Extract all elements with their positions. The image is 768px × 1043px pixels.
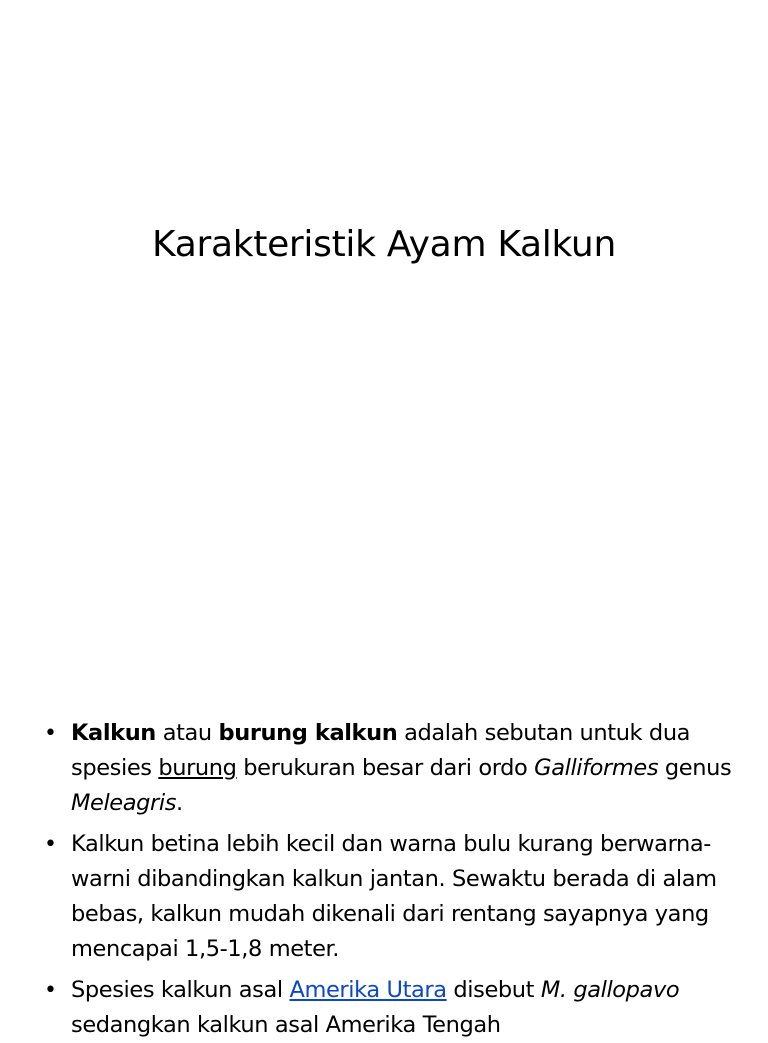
term-burung-kalkun: burung kalkun [218,720,398,746]
bullet-item-3 [0,973,768,1043]
text-segment: atau [155,720,219,746]
bullet-item-1 [0,716,768,821]
text-segment: disebut [446,977,541,1003]
text-segment: genus [658,755,732,781]
text-segment: Spesies kalkun asal [71,977,290,1003]
slide-title: Karakteristik Ayam Kalkun [152,224,616,265]
bullet-item-2 [0,827,768,967]
text-segment: . [176,790,183,816]
bullet-dot-icon: • [44,978,57,1003]
ordo-galliformes: Galliformes [534,755,659,781]
text-segment: sedangkan kalkun asal Amerika Tengah [71,1012,501,1038]
bullet-dot-icon: • [44,721,57,746]
term-kalkun: Kalkun [71,720,156,746]
text-segment: Kalkun betina lebih kecil dan warna bulu kurang berwarna-warni dibandingkan kalkun jantan. Sewaktu berada di alam bebas, kalkun mudah dikenali dari rentang sayapnya yang mencapai 1,5-1,8 meter. [71,831,717,962]
link-amerika-utara[interactable]: Amerika Utara [289,977,447,1003]
text-segment: adalah sebutan untuk dua spesies [71,720,691,781]
underlined-burung: burung [158,755,237,781]
slide-content [0,716,768,1038]
genus-meleagris: Meleagris [71,790,177,816]
bullet-list [0,716,768,1043]
text-segment: berukuran besar dari ordo [236,755,535,781]
species-m-gallopavo: M. gallopavo [540,977,680,1003]
bullet-dot-icon: • [44,832,57,857]
